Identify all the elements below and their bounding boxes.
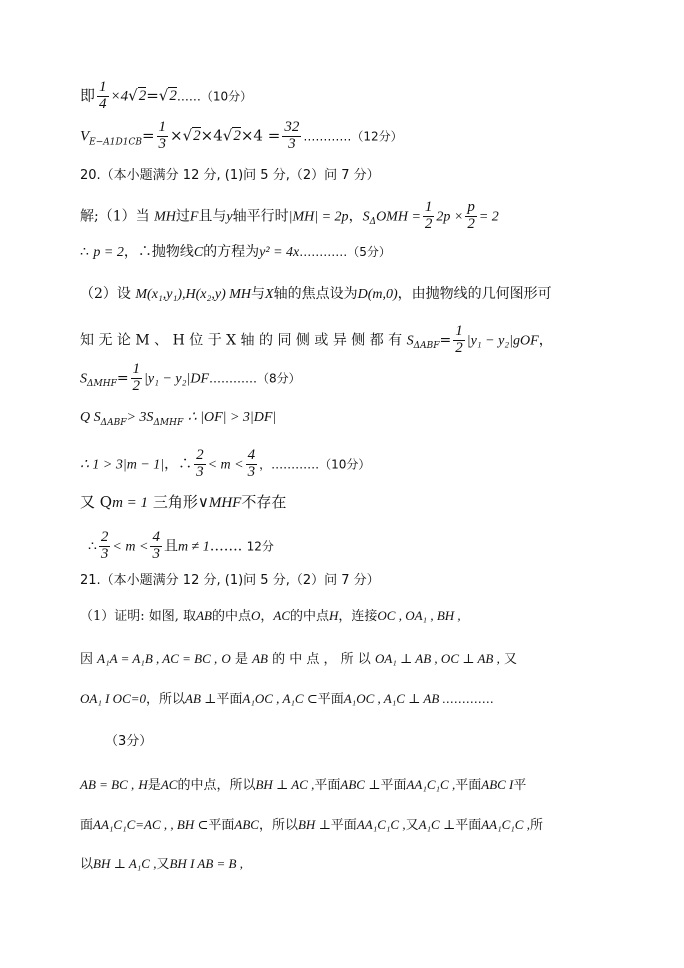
math: H: [329, 608, 339, 623]
math: X: [265, 287, 274, 302]
score: ……（10分）: [176, 89, 253, 104]
math: AC: [273, 608, 290, 623]
math: ∴ 1 > 3|m − 1|: [80, 457, 165, 473]
math: A₁A = A₁B , AC = BC ,: [97, 651, 218, 666]
text: 的中点: [290, 609, 330, 624]
math: BH ⊥: [297, 817, 331, 832]
line-4: [80, 200, 499, 233]
text: 又: [405, 818, 419, 833]
math: M(x₁,y₁),H(x₂,y) MH: [135, 287, 252, 302]
math: C: [193, 245, 204, 260]
text: 平面: [330, 818, 357, 833]
math: ∨MHF: [197, 495, 242, 511]
numerator: 2: [196, 447, 204, 463]
line-2: $V_{E-A1D1CB}=$ $\frac{1}{3}$ ×√2×4√2×4 = $\frac{32}{3}$ …………（12分）: [80, 119, 403, 152]
math: AA₁C₁C ,: [406, 777, 456, 792]
math: D(m,0): [357, 287, 398, 302]
text: 知 无 论 M 、 H 位 于 X 轴 的 同 侧 或 异 侧 都 有: [80, 332, 403, 349]
denominator: 2: [424, 215, 433, 232]
math: Q S: [80, 410, 101, 425]
line-16: [80, 692, 494, 706]
fraction: [282, 120, 301, 153]
numerator: 1: [158, 119, 167, 135]
numerator: 1: [424, 199, 433, 215]
line-11: [80, 495, 286, 511]
text: 且与: [198, 208, 227, 225]
fraction: [246, 448, 258, 481]
text: 轴的焦点设为: [273, 286, 358, 302]
math: ×4 =: [240, 126, 281, 145]
text: ，由抛物线的几何图形可: [397, 286, 552, 302]
math: A₁C ⊥: [418, 817, 456, 832]
math: ×4: [200, 126, 223, 145]
denominator: 4: [99, 95, 107, 112]
text: …………: [445, 692, 494, 706]
math: m ≠ 1: [177, 539, 210, 555]
denominator: 2: [467, 215, 475, 232]
subscript: ΔMHF: [153, 417, 184, 428]
math: =: [439, 332, 452, 349]
math: OA₁ I OC=0: [80, 691, 147, 706]
numerator: 1: [455, 323, 463, 339]
text: 平面: [455, 818, 482, 833]
math: A₁OC , A₁C ⊂: [242, 691, 318, 706]
math: =: [146, 86, 159, 105]
text: ，连接: [338, 609, 378, 624]
text: ，: [538, 332, 553, 349]
text: 又 Q: [80, 493, 113, 511]
text: 平面: [216, 692, 243, 707]
math: F: [189, 209, 199, 225]
problem-20-heading: 20.（本小题满分 12 分, (1)问 5 分,（2）问 7 分）: [80, 168, 380, 183]
math: O: [221, 651, 231, 666]
line-19: [80, 818, 543, 832]
subscript: ΔMHF: [87, 379, 117, 390]
math: V: [80, 128, 90, 145]
score: …………（5分）: [299, 245, 391, 259]
denominator: 3: [100, 545, 109, 562]
text: 是: [234, 652, 248, 667]
math: |y₁ − y₂|DF: [144, 371, 210, 387]
denominator: 3: [152, 545, 160, 562]
fraction: [99, 530, 111, 563]
numerator: 2: [100, 529, 109, 545]
math: S: [406, 333, 414, 349]
denominator: 2: [455, 339, 463, 356]
fraction: [97, 80, 109, 113]
math: ×4: [110, 88, 129, 105]
math: = 2: [478, 209, 499, 225]
text: ，: [260, 609, 274, 624]
line-6: [80, 287, 552, 302]
math: BH I AB = B ,: [169, 856, 244, 871]
text: ，所以: [258, 818, 298, 833]
text: …….: [209, 538, 243, 555]
math: ABC I: [481, 777, 514, 792]
numerator: p: [467, 199, 475, 215]
problem-21-heading: 21.（本小题满分 12 分, (1)问 5 分,（2）问 7 分）: [80, 573, 380, 588]
math: ABC ⊥: [340, 777, 381, 792]
math: =: [116, 370, 129, 387]
math: ABC: [234, 817, 259, 832]
text: ，∴抛物线: [123, 244, 194, 260]
line-7: [80, 324, 553, 357]
math: OC , OA₁ , BH ,: [377, 608, 461, 623]
math: =: [141, 126, 155, 145]
text: （1）证明: 如图, 取: [80, 609, 197, 624]
score: ，…………（10分）: [259, 457, 371, 472]
text: 以: [80, 857, 94, 872]
math: |MH| = 2p: [288, 209, 349, 225]
fraction: [157, 120, 169, 153]
text: 面: [80, 818, 94, 833]
text: 的中点: [211, 609, 251, 624]
line-15: [80, 652, 517, 666]
text: 因: [80, 652, 94, 667]
radicand: 2: [138, 88, 147, 105]
text: 平面: [455, 778, 482, 793]
line-5: [80, 245, 391, 260]
numerator: 4: [247, 447, 256, 463]
radicand: 2: [233, 128, 241, 145]
text: 是: [147, 778, 161, 793]
text: 三角形: [152, 493, 198, 511]
text: 又: [156, 857, 170, 872]
math: A₁OC , A₁C ⊥ AB .: [343, 691, 446, 706]
line-10: [80, 448, 370, 481]
math: BH ⊥ A₁C ,: [93, 856, 157, 871]
math: MH: [154, 209, 176, 225]
text: 的方程为: [203, 244, 260, 260]
math: < m <: [112, 539, 149, 555]
math: y² = 4x: [259, 245, 300, 260]
score: 12分: [246, 539, 274, 554]
math: AA₁C₁C ,: [356, 817, 406, 832]
fraction: [465, 200, 477, 233]
math: |y₁ − y₂|gOF: [466, 333, 539, 349]
math: S: [80, 371, 87, 387]
radicand: 2: [169, 88, 177, 105]
line-14: [80, 609, 461, 623]
math: AB ⊥: [185, 691, 217, 706]
math: ×: [170, 126, 183, 145]
text: 的中点，所以: [177, 778, 256, 793]
text: 即: [80, 86, 96, 105]
text: （2）设: [80, 286, 131, 302]
subscript: Δ: [369, 217, 377, 228]
text: 平面: [317, 692, 344, 707]
line-20: [80, 857, 243, 871]
subscript: E−A1D1CB: [89, 137, 142, 148]
text: 平面: [380, 778, 407, 793]
denominator: 3: [247, 463, 256, 480]
text: ，∴: [164, 456, 193, 473]
numerator: 32: [284, 119, 300, 135]
denominator: 2: [132, 377, 141, 394]
radicand: 2: [193, 128, 201, 145]
math: m = 1: [112, 495, 149, 511]
math: < m <: [207, 457, 244, 473]
subscript: ΔABF: [100, 417, 127, 428]
math: AA₁C₁C=AC , , BH ⊂: [93, 817, 209, 832]
text: 与: [251, 286, 266, 302]
text: ∴: [80, 244, 89, 260]
text: ，: [348, 208, 363, 225]
line-9: [80, 410, 276, 428]
math: AC: [160, 777, 178, 792]
math: H: [138, 777, 148, 792]
math: OA₁ ⊥ AB , OC ⊥ AB ,: [374, 651, 500, 666]
text: 的 中 点 ， 所 以: [272, 652, 371, 667]
fraction: [453, 324, 465, 357]
math: AB = BC ,: [80, 777, 135, 792]
line-8: [80, 362, 301, 395]
text: 不存在: [241, 493, 287, 511]
text: 轴平行时: [232, 208, 289, 225]
math: S: [362, 209, 370, 225]
text: ∴: [88, 538, 97, 555]
math: AA₁C₁C ,: [481, 817, 530, 832]
math: OMH =: [376, 209, 421, 225]
denominator: 3: [158, 135, 167, 152]
score: …………（12分）: [303, 129, 403, 144]
line-12: [88, 530, 274, 563]
fraction: [194, 448, 206, 481]
math: O: [250, 608, 261, 623]
score-3: （3分）: [105, 734, 153, 749]
math: BH ⊥ AC ,: [255, 777, 315, 792]
math: > 3S: [126, 410, 154, 425]
math: y: [226, 209, 233, 225]
math: AB: [196, 608, 212, 623]
fraction: [150, 530, 162, 563]
fraction: [131, 362, 143, 395]
math: ∴ |OF| > 3|DF|: [187, 410, 277, 425]
denominator: 3: [288, 135, 296, 152]
math: AB: [252, 651, 268, 666]
score: …………（8分）: [209, 371, 301, 386]
line-1: 即 $\frac{1}{4}$ ×4√2=√2……（10分）: [80, 79, 253, 112]
text: 且: [163, 538, 178, 555]
math: p = 2: [93, 245, 124, 260]
text: 解;（1）当: [80, 208, 150, 225]
numerator: 1: [132, 361, 141, 377]
math: 2p ×: [436, 209, 464, 225]
numerator: 4: [152, 529, 160, 545]
text: 过: [175, 208, 190, 225]
text: ，所以: [146, 692, 186, 707]
text: 所: [529, 818, 543, 833]
text: 平: [513, 778, 527, 793]
line-18: [80, 778, 526, 792]
numerator: 1: [99, 79, 107, 95]
text: 又: [504, 652, 518, 667]
denominator: 3: [196, 463, 204, 480]
text: 平面: [314, 778, 341, 793]
fraction: [423, 200, 435, 233]
subscript: ΔABF: [413, 341, 440, 352]
text: 平面: [208, 818, 235, 833]
